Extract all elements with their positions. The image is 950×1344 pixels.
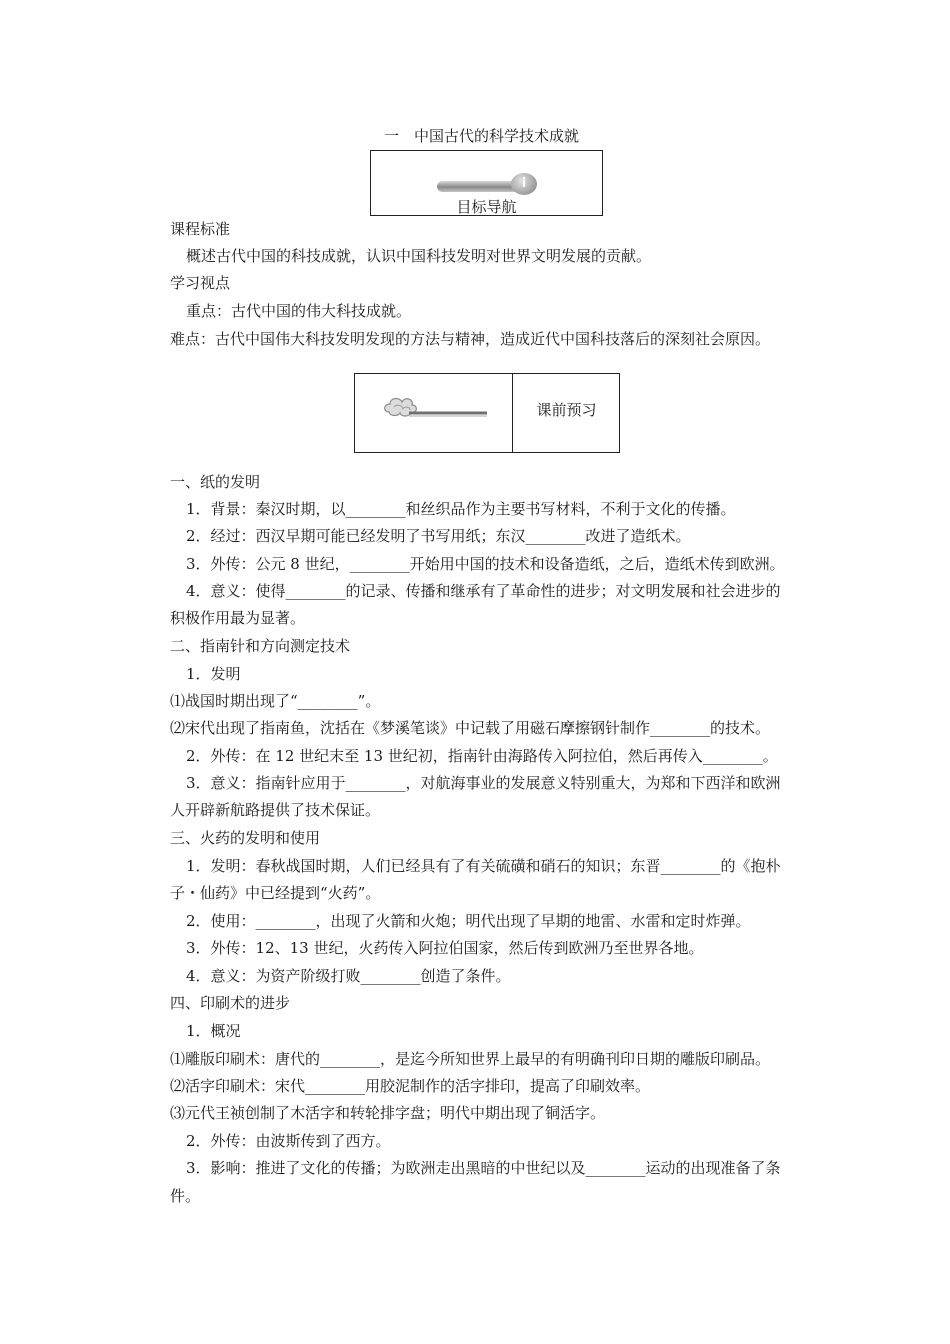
- preview-label: 课前预习: [536, 401, 597, 419]
- paper-significance: 4．意义：使得________的记录、传播和继承有了革命性的进步；对文明发展和社会进步的: [186, 582, 781, 600]
- gunpowder-invention-cont: 子・仙药》中已经提到“火药”。: [170, 884, 381, 902]
- section-heading-curriculum: 课程标准: [170, 220, 231, 238]
- heading-paper: 一、纸的发明: [170, 473, 261, 491]
- paper-spread: 3．外传：公元 8 世纪，________开始用中国的技术和设备造纸，之后，造纸术传到欧洲。: [186, 555, 785, 573]
- heading-compass: 二、指南针和方向测定技术: [170, 637, 351, 655]
- target-nav-box: [370, 150, 603, 216]
- cloud-line-icon: [381, 394, 491, 424]
- compass-spread: 2．外传：在 12 世纪末至 13 世纪初，指南针由海路传入阿拉伯，然后再传入________。: [186, 747, 778, 765]
- printing-spread: 2．外传：由波斯传到了西方。: [186, 1132, 391, 1150]
- paper-background: 1．背景：秦汉时期，以________和丝织品作为主要书写材料，不利于文化的传播。: [186, 500, 736, 518]
- paper-significance-cont: 积极作用最为显著。: [170, 609, 306, 627]
- curriculum-text: 概述古代中国的科技成就，认识中国科技发明对世界文明发展的贡献。: [186, 247, 652, 265]
- printing-item-1: ⑴雕版印刷术：唐代的________，是迄今所知世界上最早的有明确刊印日期的雕版印刷品。: [170, 1050, 771, 1068]
- printing-item-3: ⑶元代王祯创制了木活字和转轮排字盘；明代中期出现了铜活字。: [170, 1104, 606, 1122]
- preview-box: [354, 373, 620, 453]
- heading-printing: 四、印刷术的进步: [170, 994, 291, 1012]
- gunpowder-use: 2．使用：________，出现了火箭和火炮；明代出现了早期的地雷、水雷和定时炸弹。: [186, 912, 751, 930]
- difficult-point: 难点：古代中国伟大科技发明发现的方法与精神，造成近代中国科技落后的深刻社会原因。: [170, 330, 771, 348]
- printing-impact: 3．影响：推进了文化的传播；为欧洲走出黑暗的中世纪以及________运动的出现准备了条: [186, 1159, 781, 1177]
- compass-item-1: ⑴战国时期出现了“________”。: [170, 692, 381, 710]
- gunpowder-spread: 3．外传：12、13 世纪，火药传入阿拉伯国家，然后传到欧洲乃至世界各地。: [186, 939, 704, 957]
- compass-item-2: ⑵宋代出现了指南鱼，沈括在《梦溪笔谈》中记载了用磁石摩擦钢针制作________的技术。: [170, 719, 771, 737]
- target-nav-label: 目标导航: [456, 198, 517, 216]
- printing-item-2: ⑵活字印刷术：宋代________用胶泥制作的活字排印，提高了印刷效率。: [170, 1077, 651, 1095]
- info-icon: i: [511, 173, 537, 195]
- compass-significance: 3．意义：指南针应用于________，对航海事业的发展意义特别重大，为郑和下西洋和欧洲: [186, 774, 781, 792]
- printing-impact-cont: 件。: [170, 1187, 201, 1205]
- gunpowder-significance: 4．意义：为资产阶级打败________创造了条件。: [186, 967, 511, 985]
- compass-invention: 1．发明: [186, 665, 241, 683]
- document-title: 一 中国古代的科学技术成就: [384, 127, 580, 145]
- paper-process: 2．经过：西汉早期可能已经发明了书写用纸；东汉________改进了造纸术。: [186, 527, 691, 545]
- heading-gunpowder: 三、火药的发明和使用: [170, 829, 321, 847]
- compass-significance-cont: 人开辟新航路提供了技术保证。: [170, 801, 381, 819]
- printing-overview: 1．概况: [186, 1022, 241, 1040]
- key-point: 重点：古代中国的伟大科技成就。: [186, 302, 412, 320]
- gunpowder-invention: 1．发明：春秋战国时期，人们已经具有了有关硫磺和硝石的知识；东晋________的《抱朴: [186, 857, 781, 875]
- target-nav-bar: [437, 181, 517, 192]
- section-heading-viewpoint: 学习视点: [170, 274, 231, 292]
